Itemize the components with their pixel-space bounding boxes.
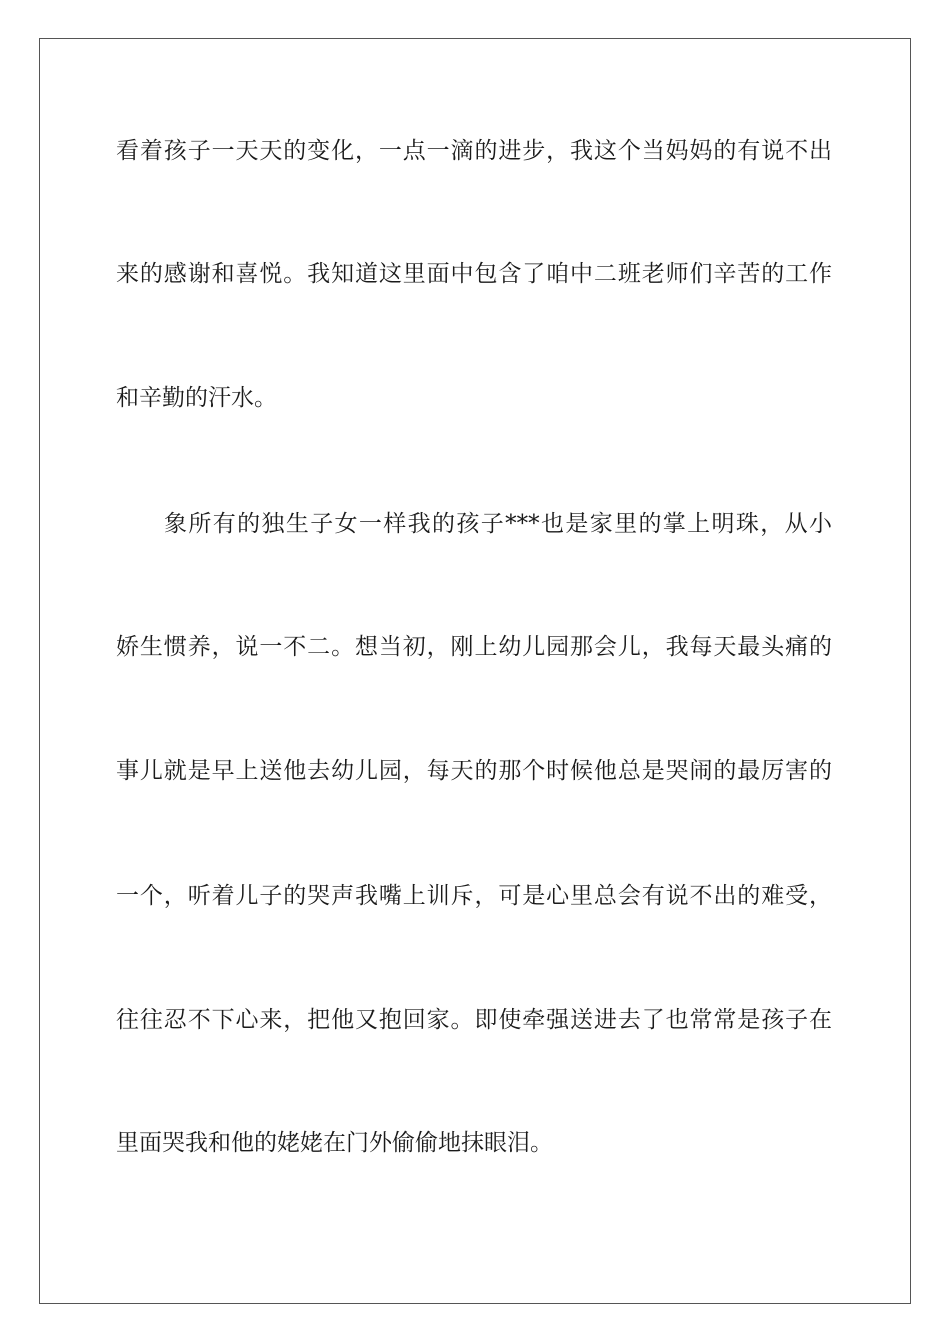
paragraph-1-line-2: 来的感谢和喜悦。我知道这里面中包含了咱中二班老师们辛苦的工作 [116, 261, 832, 287]
page-border [39, 38, 911, 1304]
paragraph-1-line-1: 看着孩子一天天的变化，一点一滴的进步，我这个当妈妈的有说不出 [116, 138, 832, 164]
paragraph-2-line-5: 往往忍不下心来，把他又抱回家。即使牵强送进去了也常常是孩子在 [116, 1007, 832, 1033]
paragraph-2-line-4: 一个，听着儿子的哭声我嘴上训斥，可是心里总会有说不出的难受， [116, 883, 832, 909]
paragraph-2-line-2: 娇生惯养，说一不二。想当初，刚上幼儿园那会儿，我每天最头痛的 [116, 634, 832, 660]
paragraph-2-line-6: 里面哭我和他的姥姥在门外偷偷地抹眼泪。 [116, 1130, 553, 1156]
paragraph-1-line-3: 和辛勤的汗水。 [116, 385, 277, 411]
paragraph-2-line-1: 象所有的独生子女一样我的孩子***也是家里的掌上明珠，从小 [164, 511, 832, 537]
paragraph-2-line-3: 事儿就是早上送他去幼儿园，每天的那个时候他总是哭闹的最厉害的 [116, 758, 832, 784]
